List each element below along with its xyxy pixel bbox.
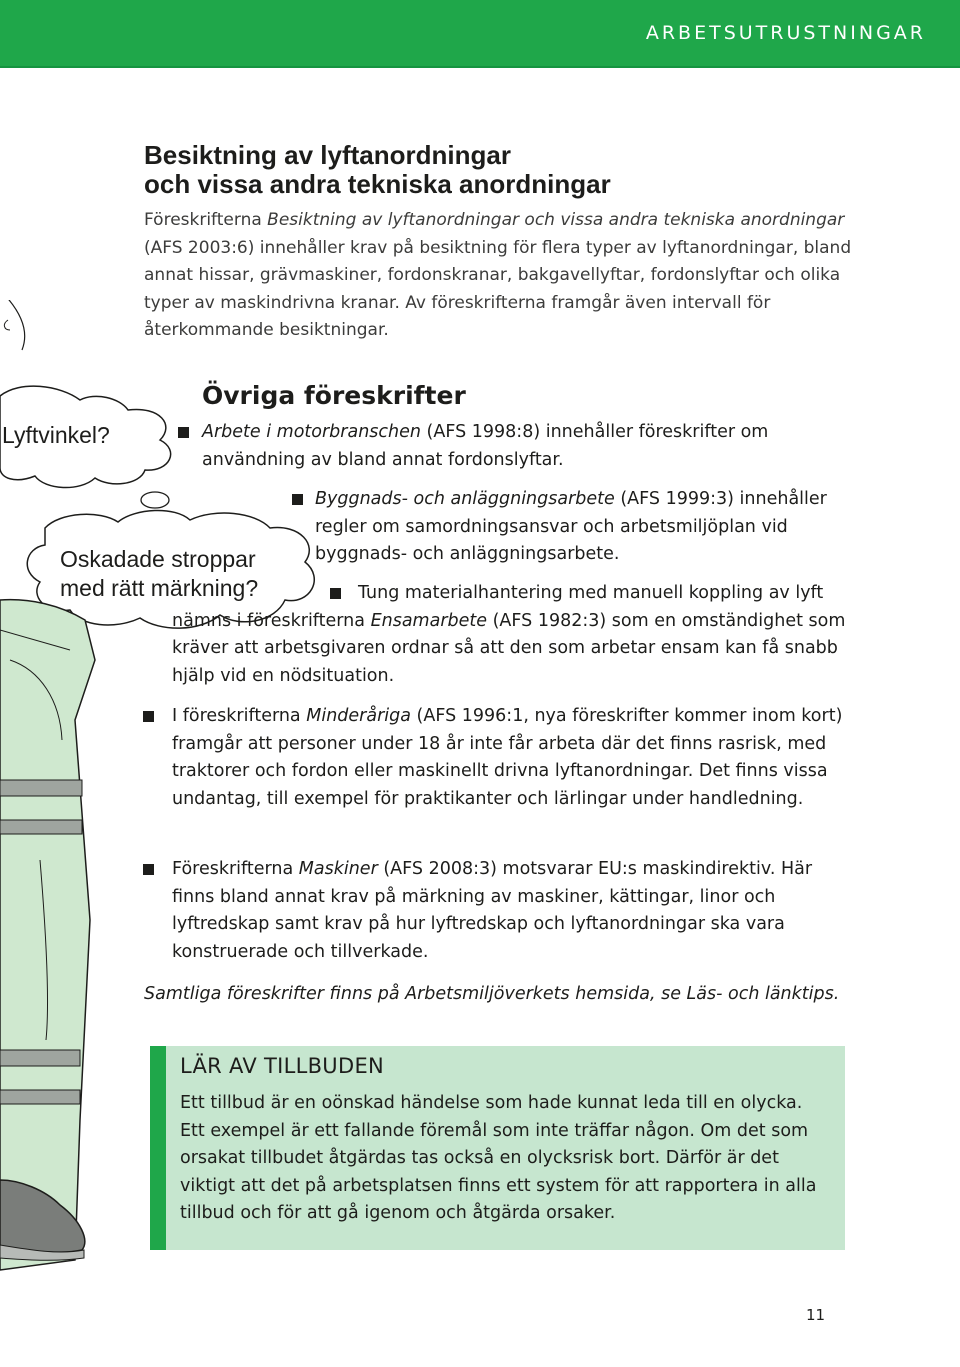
bullet-square-icon xyxy=(143,711,154,722)
bullet-square-icon xyxy=(292,494,303,505)
list-item-text: (AFS 1999:3) innehåller regler om samordningsansvar och arbetsmiljöplan vid byggnads- och anläggningsarbete. xyxy=(315,489,827,564)
bullet-square-icon xyxy=(143,864,154,875)
list-item-text: (AFS 1982:3) som en omständighet som kräver att arbetsgivaren ordnar så att den som arbetar ensam kan få snabb hjälp vid en nödsituation. xyxy=(172,610,846,686)
footer-note: Samtliga föreskrifter finns på Arbetsmiljöverkets hemsida, se Läs- och länktips. xyxy=(144,984,840,1004)
list-item-title: Maskiner xyxy=(298,859,378,879)
list-item-title: Arbete i motorbranschen xyxy=(202,422,421,442)
list-item-text: (AFS 2008:3) motsvarar EU:s maskindirektiv. Här finns bland annat krav på märkning av maskiner, kättingar, linor och lyftredskap samt krav på hur lyftredskap och lyftanordningar ska vara konstruerade och tillverkade. xyxy=(172,859,813,962)
list-item xyxy=(172,703,852,813)
list-item xyxy=(202,419,842,474)
cloud-text-line: Oskadade stroppar xyxy=(60,546,256,572)
tillbud-box-text: Ett tillbud är en oönskad händelse som hade kunnat leda till en olycka. Ett exempel är ett fallande föremål som inte träffar någon. Om det som orsakat tillbudet åtgärdas tas också en olycksrisk bort. Därför är det viktigt att det på arbetsplatsen finns ett system för att rapportera in alla tillbud och för att gå igenom och åtgärda orsaker. xyxy=(180,1093,817,1223)
section-label: ARBETSUTRUSTNINGAR xyxy=(645,22,926,44)
list-item-lead: Tung materialhantering med manuell koppling av lyft nämns i föreskrifterna xyxy=(172,583,824,631)
list-item-title: Ensamarbete xyxy=(370,610,488,631)
list-item xyxy=(172,856,842,966)
tillbud-box-accent-bar xyxy=(150,1046,166,1250)
section-heading-ovriga: Övriga föreskrifter xyxy=(202,381,466,410)
header-rule xyxy=(0,66,960,68)
list-item xyxy=(172,580,852,690)
tillbud-box-title: LÄR AV TILLBUDEN xyxy=(180,1054,385,1078)
bullet-square-icon xyxy=(178,427,189,438)
intro-regulation-title: Besiktning av lyftanordningar och vissa andra tekniska anordningar xyxy=(267,210,845,230)
cloud-text-lyftvinkel: Lyftvinkel? xyxy=(2,422,110,448)
intro-lead: Föreskrifterna xyxy=(144,210,268,230)
page-title-line: och vissa andra tekniska anordningar xyxy=(144,169,611,199)
list-item-title: Minderåriga xyxy=(306,706,411,726)
page-title xyxy=(144,141,904,199)
intro-rest: (AFS 2003:6) innehåller krav på besiktning för flera typer av lyftanordningar, bland annat hissar, grävmaskiner, fordonskranar, bakgavellyftar, fordonslyftar och olika typer av maskindrivna kranar. Av föreskrifterna framgår även intervall för återkommande besiktningar. xyxy=(144,237,852,340)
list-item-lead: Föreskrifterna xyxy=(172,859,299,879)
list-item xyxy=(315,486,855,569)
list-item-text: (AFS 1996:1, nya föreskrifter kommer inom kort) framgår att personer under 18 år inte får arbeta där det finns rasrisk, med traktorer och fordon eller maskinellt drivna lyftanordningar. Det finns vissa undantag, till exempel för praktikanter och lärlingar under handledning. xyxy=(172,706,843,809)
cloud-text-line: med rätt märkning? xyxy=(60,575,259,601)
page-number: 11 xyxy=(806,1306,826,1324)
list-item-title: Byggnads- och anläggningsarbete xyxy=(315,489,615,509)
list-item-lead: I föreskrifterna xyxy=(172,706,307,726)
page-title-line: Besiktning av lyftanordningar xyxy=(144,140,511,170)
list-item-text: (AFS 1998:8) innehåller föreskrifter om användning av bland annat fordonslyftar. xyxy=(202,422,769,470)
intro-paragraph xyxy=(144,207,864,345)
